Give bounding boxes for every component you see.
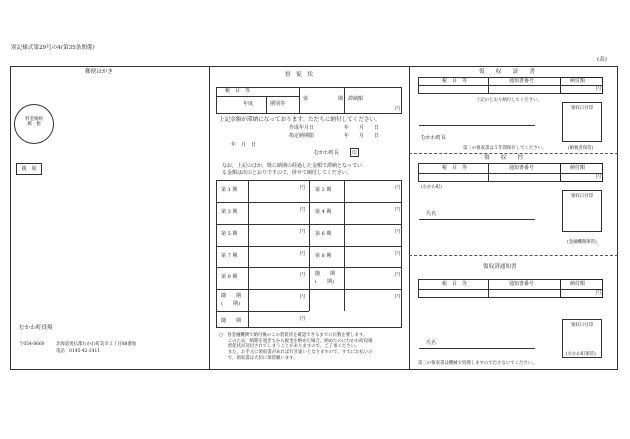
amount-due-label: 滞納額 — [348, 96, 364, 102]
seal-mark: 印 — [352, 151, 357, 156]
receipt-mid-payee-note: (むかわ町) — [421, 185, 442, 190]
created-label: 作成年月日 — [289, 125, 315, 131]
receipt-top-stamp-box — [562, 102, 602, 142]
period-yen-left: 円 — [300, 228, 306, 235]
sender-address: 北海道勇払郡むかわ町美幸２丁目88番地 — [56, 342, 137, 347]
receipt-mid-notice-no-label: 通知書番号 — [509, 165, 535, 171]
sender-name: むかわ町役場 — [19, 325, 53, 331]
receipt-bottom-tax-label: 税 目 等 — [442, 281, 468, 287]
receipt-mid-title: 領 収 控 — [484, 155, 524, 161]
period-label-left: 第 3 期 — [221, 208, 238, 215]
period-yen-right: 円 — [395, 228, 401, 235]
period-label-right: 第 8 期 — [315, 252, 332, 259]
period-yen-right: 円 — [395, 206, 401, 213]
amount-due-yen: 円 — [395, 106, 401, 112]
receipt-top-notice-no-label: 通知書番号 — [509, 78, 535, 84]
warning-text: なお，上記のほか，既に納期の経過した金額で滞納となってい る金額は次のとおりですので，併せて納付してください。 — [222, 163, 363, 176]
receipt-top-yen: 円 — [596, 86, 602, 92]
receipt-top-confirm: 上記のとおり納付してください。 — [476, 98, 542, 103]
receipt-top-tax-label: 税 目 等 — [442, 78, 468, 84]
receipt-bottom-title: 領収済通知書 — [483, 264, 517, 270]
postcard-title: 郵便はがき — [85, 69, 113, 75]
postage-stamp-text: 料金後納 郵 便 — [25, 117, 43, 128]
mayor-label: むかわ町長 — [314, 150, 340, 156]
period-label-left: 第 9 期 — [221, 274, 238, 281]
period-label-left: 随 期 ( 期) — [221, 293, 242, 308]
receipt-top-bank-note: (納税者保管) — [568, 146, 594, 151]
period-yen-left: 円 — [300, 294, 306, 301]
deadline-date: 年 月 日 — [344, 133, 380, 139]
period-yen-right: 円 — [395, 294, 401, 301]
period-label-right: 第 4 期 — [315, 208, 332, 215]
tax-year-label: 税 目 等 — [225, 88, 251, 94]
receipt-mid-amount-label: 納付額 — [570, 165, 586, 171]
receipt-bottom-stamp-label: 領収日付印 — [571, 323, 593, 328]
receipt-mid-stamp-label: 領収日付印 — [571, 194, 593, 199]
receipt-top-amount-label: 納付額 — [570, 78, 586, 84]
receipt-top-stamp-label: 領収日付印 — [571, 106, 593, 111]
urgent-label: 親 展 — [21, 166, 37, 172]
period-label-right: 第 2 期 — [315, 187, 332, 193]
form-title: 別記様式第29号の4(第35条関係) — [11, 45, 95, 51]
period-label-left: 第 7 期 — [221, 252, 238, 259]
seal-box — [350, 148, 359, 157]
period-label: 期別等 — [270, 101, 286, 107]
period-yen-right: 円 — [395, 272, 401, 279]
receipt-mid-tax-label: 税 目 等 — [442, 165, 468, 171]
notice-title: 督 促 状 — [285, 72, 313, 78]
number-label: 第 期 — [303, 96, 344, 102]
receipt-mid-bank-note: (金融機関保管) — [567, 240, 597, 245]
deadline-label: 指定納期限 — [289, 133, 315, 139]
receipt-bottom-amount-label: 納付額 — [570, 281, 586, 287]
notes-text: ○ 各金融機関で納付後のこの督促状を確認できるまでに日数を要します。 このため，納期を過ぎてから税金を納めた場合，納めたのにむかわ町役場 督促状が送付されてしまうことがありますので，ご了承ください。 また，お手元に領収書があれば行き違いとなりますので，すでにお払いの で，領収書は大切に保管願います。 — [219, 333, 373, 361]
period-yen-left: 円 — [300, 272, 306, 279]
urgent-box — [16, 163, 42, 175]
issue-date: 年 月 日 — [231, 142, 257, 148]
receipt-top-payee: むかわ町長 — [421, 135, 447, 141]
receipt-top-title: 領 収 証 書 — [479, 69, 535, 75]
postage-stamp-mark — [14, 104, 54, 144]
side-label: (表) — [597, 57, 607, 63]
period-label-right: 第 6 期 — [315, 230, 332, 237]
divider-2 — [409, 66, 410, 370]
receipt-mid-name-label: 氏名 — [426, 211, 437, 217]
period-label-left: 第 5 期 — [221, 230, 238, 237]
receipt-bottom-footer-note: 第三の領収書は機械で処理しますので汚さないでください。 — [418, 361, 537, 366]
year-label: 年度 — [243, 101, 254, 107]
divider-1 — [209, 66, 210, 370]
period-label-left: 随 期 — [221, 318, 242, 324]
receipt-bottom-yen: 円 — [596, 290, 602, 296]
period-label-left: 第 1 期 — [221, 187, 238, 193]
period-yen-right: 円 — [395, 250, 401, 257]
receipt-bottom-name-label: 氏名 — [426, 340, 437, 346]
receipt-mid-stamp-box — [562, 190, 602, 232]
notice-body-text: 上記金額が滞納になっております。ただちに納付してください。 — [219, 117, 381, 123]
period-yen-left: 円 — [300, 206, 306, 213]
receipt-mid-yen: 円 — [596, 174, 602, 180]
period-yen-left: 円 — [300, 185, 306, 191]
sender-phone: 電話 0145-42-2411 — [56, 349, 101, 354]
period-label-right: 随 期 ( 期) — [315, 271, 336, 286]
receipt-top-retention-note: 第三の領収書は５年間保存してください。 — [463, 146, 547, 151]
receipt-bottom-notice-no-label: 通知書番号 — [509, 281, 535, 287]
created-date: 年 月 日 — [344, 125, 380, 131]
period-yen-left: 円 — [300, 250, 306, 257]
period-yen-left: 円 — [300, 316, 306, 322]
period-yen-right: 円 — [395, 185, 401, 191]
receipt-bottom-keeper-note: (むかわ町保管) — [566, 352, 596, 357]
sender-zip: 〒054-8660 — [19, 342, 45, 347]
